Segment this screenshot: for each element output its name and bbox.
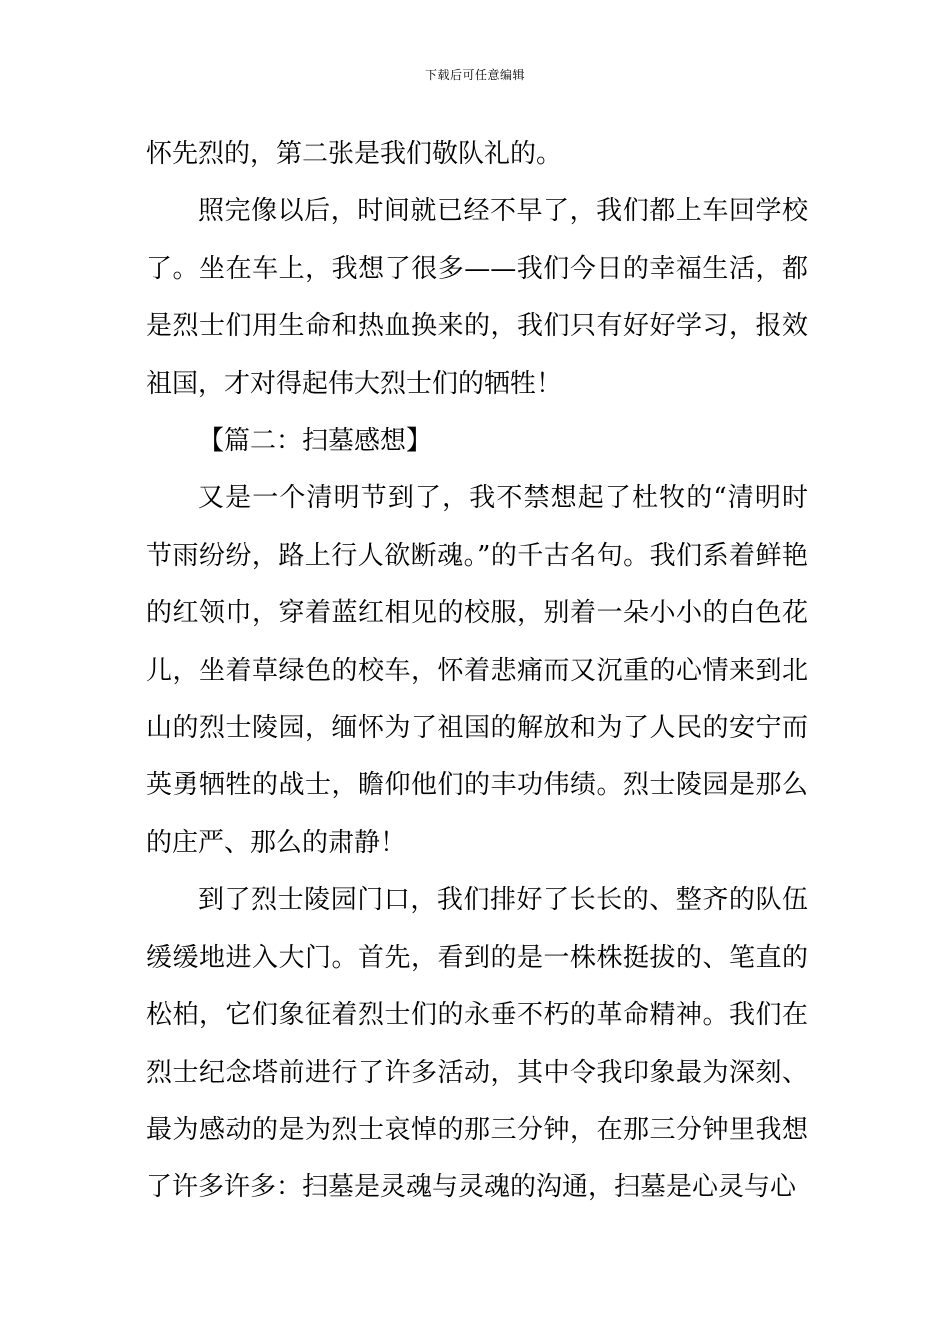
paragraph: 又是一个清明节到了，我不禁想起了杜牧的“清明时节雨纷纷，路上行人欲断魂。”的千古名句。我们系着鲜艳的红领巾，穿着蓝红相见的校服，别着一朵小小的白色花儿，坐着草绿色的校车，怀着悲痛而又沉重的心情来到北山的烈士陵园，缅怀为了祖国的解放和为了人民的安宁而英勇牺牲的战士，瞻仰他们的丰功伟绩。烈士陵园是那么的庄严、那么的肃静！ <box>146 483 808 858</box>
section-heading: 【篇二：扫墓感想】 <box>198 426 433 457</box>
page-header: 下载后可任意编辑 <box>424 68 525 82</box>
paragraph: 照完像以后，时间就已经不早了，我们都上车回学校了。坐在车上，我想了很多——我们今日的幸福生活，都是烈士们用生命和热血换来的，我们只有好好学习，报效祖国，才对得起伟大烈士们的牺牲！ <box>146 196 808 399</box>
paragraph-continuation: 怀先烈的，第二张是我们敬队礼的。 <box>146 139 563 169</box>
document-body <box>146 126 808 1217</box>
paragraph: 到了烈士陵园门口，我们排好了长长的、整齐的队伍缓缓地进入大门。首先，看到的是一株株挺拔的、笔直的松柏，它们象征着烈士们的永垂不朽的革命精神。我们在烈士纪念塔前进行了许多活动，其中令我印象最为深刻、最为感动的是为烈士哀悼的那三分钟，在那三分钟里我想了许多许多：扫墓是灵魂与灵魂的沟通，扫墓是心灵与心 <box>146 885 808 1203</box>
